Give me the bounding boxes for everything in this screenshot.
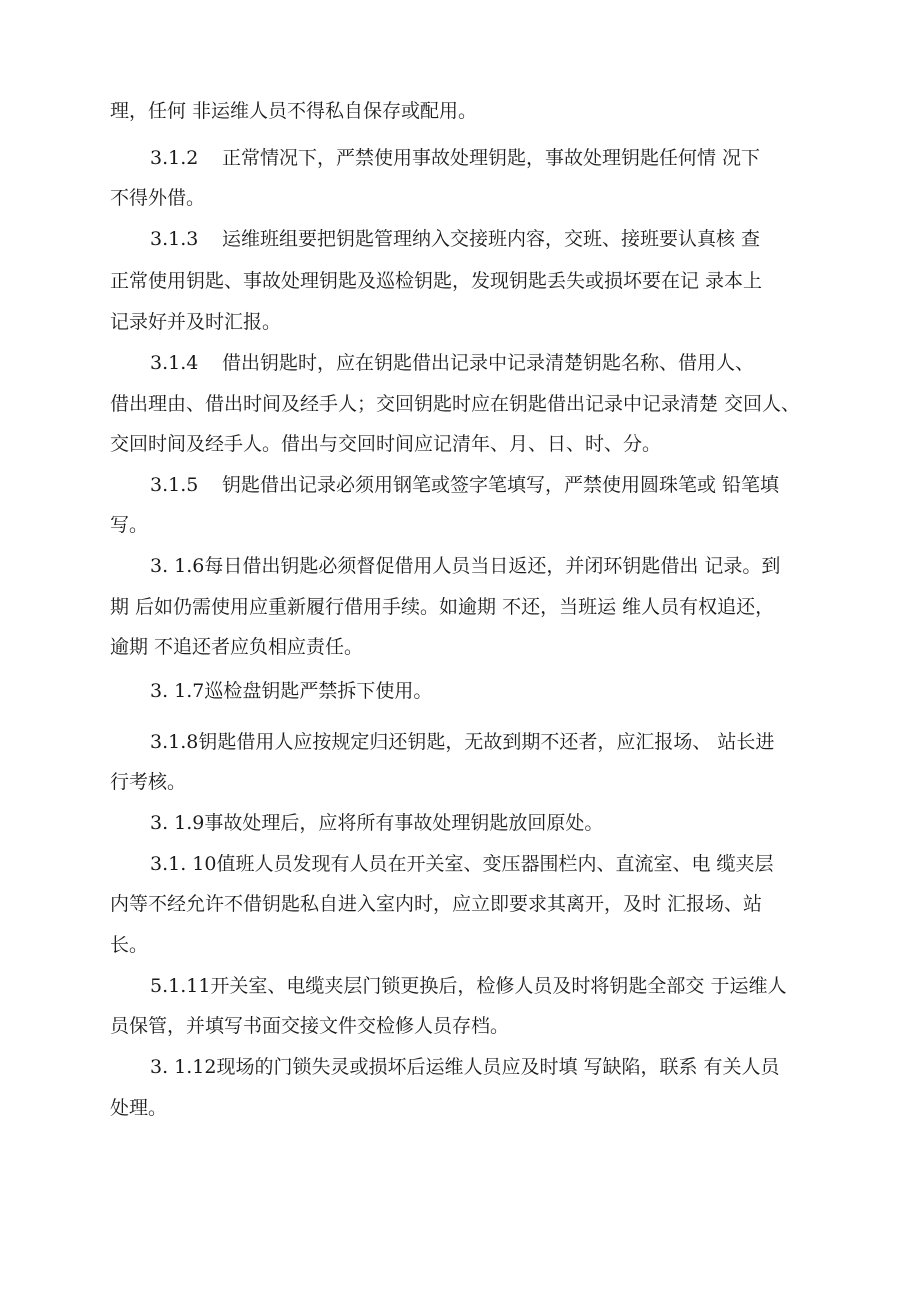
paragraph-line: 员保管，并填写书面交接文件交检修人员存档。 bbox=[110, 1015, 510, 1037]
paragraph-line: 处理。 bbox=[110, 1097, 168, 1119]
clause-number: 3.1.3 bbox=[150, 228, 199, 250]
paragraph-line: 借出理由、借出时间及经手人；交回钥匙时应在钥匙借出记录中记录清楚 交回人、 bbox=[110, 393, 801, 415]
paragraph-line: 期 后如仍需使用应重新履行借用手续。如逾期 不还，当班运 维人员有权追还， bbox=[110, 596, 775, 618]
paragraph-line: 行考核。 bbox=[110, 771, 187, 793]
clause-number: 3.1.2 bbox=[150, 147, 199, 169]
clause-3-1-7: 3. 1.7巡检盘钥匙严禁拆下使用。 bbox=[150, 680, 433, 702]
paragraph-line: 借出钥匙时，应在钥匙借出记录中记录清楚钥匙名称、借用人、 bbox=[222, 352, 755, 374]
clause-number: 3.1.5 bbox=[150, 474, 199, 496]
paragraph-line: 钥匙借出记录必须用钢笔或签字笔填写，严禁使用圆珠笔或 铅笔填 bbox=[222, 474, 780, 496]
clause-3-1-3 bbox=[150, 226, 810, 252]
paragraph-line: 交回时间及经手人。借出与交回时间应记清年、月、日、时、分。 bbox=[110, 433, 662, 455]
clause-3-1-9: 3. 1.9事故处理后，应将所有事故处理钥匙放回原处。 bbox=[150, 812, 604, 834]
clause-3-1-4 bbox=[150, 350, 810, 376]
paragraph-line: 记录好并及时汇报。 bbox=[110, 311, 282, 333]
paragraph-line: 正常情况下，严禁使用事故处理钥匙，事故处理钥匙任何情 况下 bbox=[222, 147, 761, 169]
clause-3-1-6: 3. 1.6每日借出钥匙必须督促借用人员当日返还，并闭环钥匙借出 记录。到 bbox=[150, 555, 781, 577]
clause-5-1-11: 5.1.11开关室、电缆夹层门锁更换后，检修人员及时将钥匙全部交 于运维人 bbox=[150, 975, 787, 997]
clause-number: 3.1.4 bbox=[150, 352, 199, 374]
clause-3-1-12: 3. 1.12现场的门锁失灵或损坏后运维人员应及时填 写缺陷，联系 有关人员 bbox=[150, 1056, 780, 1078]
paragraph-line: 不得外借。 bbox=[110, 187, 206, 209]
clause-3-1-5 bbox=[150, 472, 810, 498]
paragraph-line: 正常使用钥匙、事故处理钥匙及巡检钥匙，发现钥匙丢失或损坏要在记 录本上 bbox=[110, 270, 763, 292]
clause-3-1-10: 3.1. 10值班人员发现有人员在开关室、变压器围栏内、直流室、电 缆夹层 bbox=[150, 853, 774, 875]
paragraph-line: 理，任何 非运维人员不得私自保存或配用。 bbox=[110, 100, 478, 122]
paragraph-line: 长。 bbox=[110, 934, 149, 956]
paragraph-line: 写。 bbox=[110, 514, 149, 536]
paragraph-line: 运维班组要把钥匙管理纳入交接班内容，交班、接班要认真核 查 bbox=[222, 228, 761, 250]
clause-3-1-8: 3.1.8钥匙借用人应按规定归还钥匙，无故到期不还者，应汇报场、 站长进 bbox=[150, 731, 775, 753]
paragraph-line: 内等不经允许不借钥匙私自进入室内时，应立即要求其离开，及时 汇报场、站 bbox=[110, 893, 763, 915]
clause-3-1-2 bbox=[150, 145, 810, 171]
paragraph-line: 逾期 不追还者应负相应责任。 bbox=[110, 636, 364, 658]
